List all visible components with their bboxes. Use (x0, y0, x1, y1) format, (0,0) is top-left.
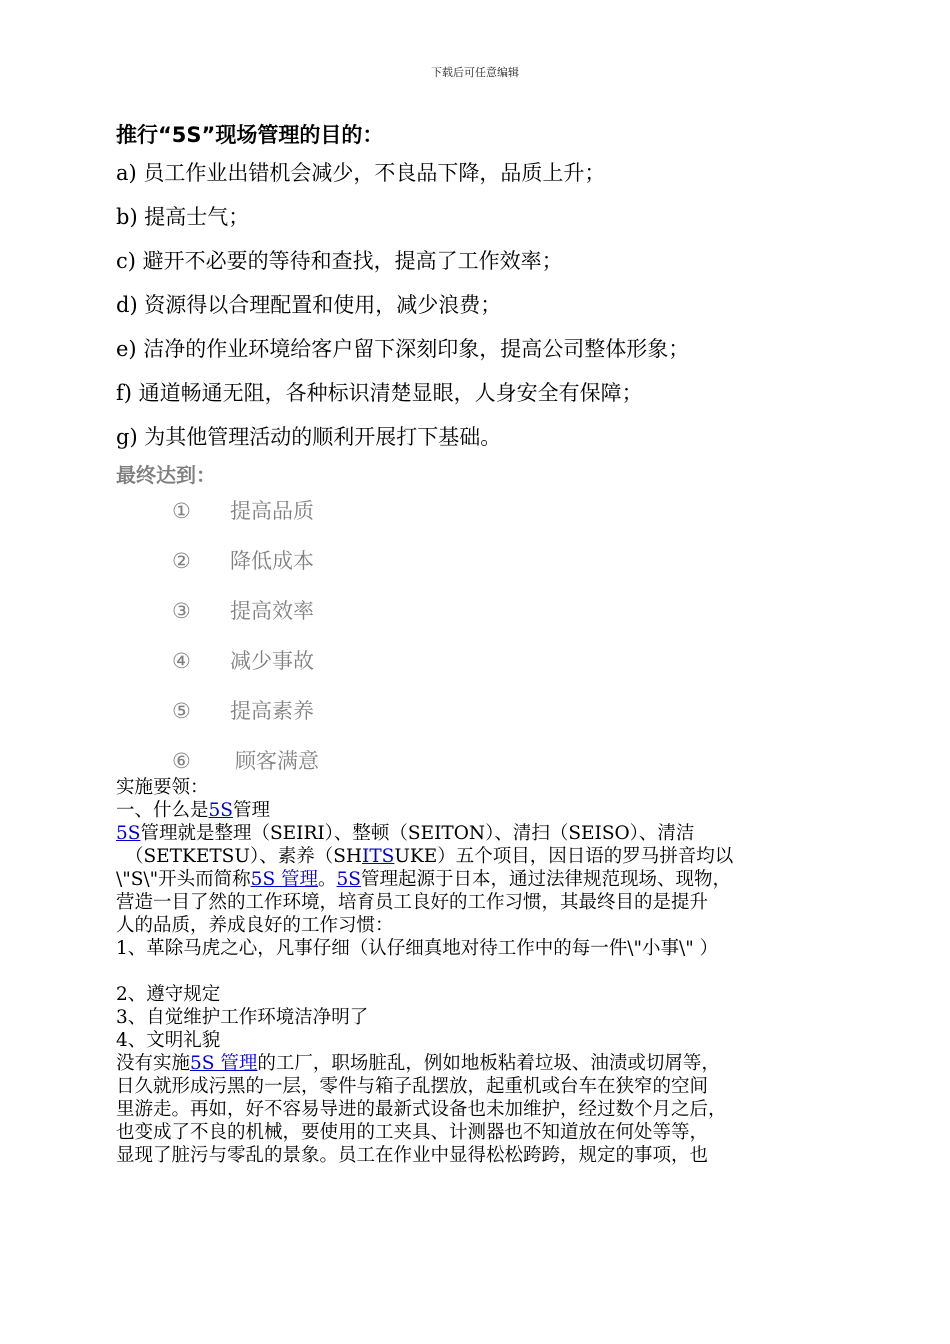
purpose-list (116, 158, 846, 452)
goal-item (172, 646, 846, 696)
goal-item (172, 746, 846, 776)
goal-item (172, 696, 846, 746)
habit-item-4: 4、文明礼貌 (116, 1030, 221, 1051)
blank-line (116, 960, 846, 983)
goal-text: 顾客满意 (235, 749, 319, 773)
paragraph-text: 没有实施 (116, 1053, 191, 1074)
goal-number: ② (172, 549, 191, 573)
impl-heading: 实施要领： (116, 777, 209, 798)
heading-text: 管理 (232, 800, 270, 821)
definition-line: 人的品质，养成良好的工作习惯： (116, 915, 394, 936)
goal-number: ③ (172, 599, 191, 623)
document-body (116, 118, 846, 1167)
definition-line: 营造一目了然的工作环境，培育员工良好的工作习惯，其最终目的是提升 (116, 892, 709, 913)
goal-number: ④ (172, 649, 191, 673)
habit-item-3: 3、自觉维护工作环境洁净明了 (116, 1007, 369, 1028)
paragraph-line: 里游走。再如，好不容易导进的最新式设备也未加维护，经过数个月之后， (116, 1099, 727, 1120)
purpose-item-d: d) 资源得以合理配置和使用，减少浪费； (116, 293, 502, 317)
goal-item (172, 546, 846, 596)
definition-text: （SETKETSU）、素养（SH (125, 846, 363, 867)
goal-list (172, 496, 846, 776)
paragraph-text: 的工厂，职场脏乱，例如地板粘着垃圾、油渍或切屑等， (257, 1053, 720, 1074)
goal-number: ⑤ (172, 699, 191, 723)
paragraph-line: 日久就形成污黑的一层，零件与箱子乱摆放，起重机或台车在狭窄的空间 (116, 1076, 709, 1097)
goal-number: ⑥ (172, 749, 191, 773)
paragraph-line (116, 1052, 846, 1075)
definition-text: 管理就是整理（SEIRI）、整顿（SEITON）、清扫（SEISO）、清洁 (140, 823, 695, 844)
purpose-item-g: g) 为其他管理活动的顺利开展打下基础。 (116, 425, 502, 449)
heading-text: 一、什么是 (116, 800, 209, 821)
link-5s-management[interactable]: 5S 管理 (190, 1053, 258, 1074)
final-goals-heading: 最终达到： (116, 463, 216, 487)
purpose-item-c: c) 避开不必要的等待和查找，提高了工作效率； (116, 249, 563, 273)
purpose-item-a: a) 员工作业出错机会减少，不良品下降，品质上升； (116, 161, 606, 185)
paragraph-line: 显现了脏污与零乱的景象。员工在作业中显得松松跨跨，规定的事项，也 (116, 1145, 709, 1166)
purpose-item-e: e) 洁净的作业环境给客户留下深刻印象，提高公司整体形象； (116, 337, 690, 361)
section-title: 推行“5S”现场管理的目的： (116, 123, 384, 147)
link-its[interactable]: ITS (362, 846, 395, 867)
habit-item-2: 2、遵守规定 (116, 984, 221, 1005)
definition-line (116, 868, 846, 891)
goal-number: ① (172, 499, 191, 523)
purpose-item-f: f) 通道畅通无阻，各种标识清楚显眼，人身安全有保障； (116, 381, 643, 405)
page-header: 下载后可任意编辑 (431, 66, 519, 79)
goal-text: 提高效率 (230, 599, 314, 623)
goal-text: 降低成本 (230, 549, 314, 573)
goal-item (172, 596, 846, 646)
link-5s-management[interactable]: 5S 管理 (250, 869, 318, 890)
definition-line (116, 845, 846, 868)
habit-item-1: 1、革除马虎之心，凡事仔细（认仔细真地对待工作中的每一件\"小事\" ） (116, 938, 719, 959)
goal-text: 提高素养 (230, 699, 314, 723)
purpose-item-b: b) 提高士气； (116, 205, 250, 229)
link-5s[interactable]: 5S (208, 800, 233, 821)
definition-line (116, 822, 846, 845)
goal-text: 提高品质 (230, 499, 314, 523)
goal-item (172, 496, 846, 546)
definition-text: UKE）五个项目，因日语的罗马拼音均以 (394, 846, 734, 867)
implementation-section (116, 776, 846, 1167)
paragraph-line: 也变成了不良的机械，要使用的工夹具、计测器也不知道放在何处等等， (116, 1122, 709, 1143)
definition-text: 管理起源于日本，通过法律规范现场、现物， (360, 869, 731, 890)
link-5s[interactable]: 5S (116, 823, 141, 844)
goal-text: 减少事故 (230, 649, 314, 673)
definition-text: 。 (318, 869, 337, 890)
link-5s[interactable]: 5S (336, 869, 361, 890)
definition-text: \"S\"开头而简称 (116, 869, 251, 890)
what-is-5s-heading (116, 799, 846, 822)
